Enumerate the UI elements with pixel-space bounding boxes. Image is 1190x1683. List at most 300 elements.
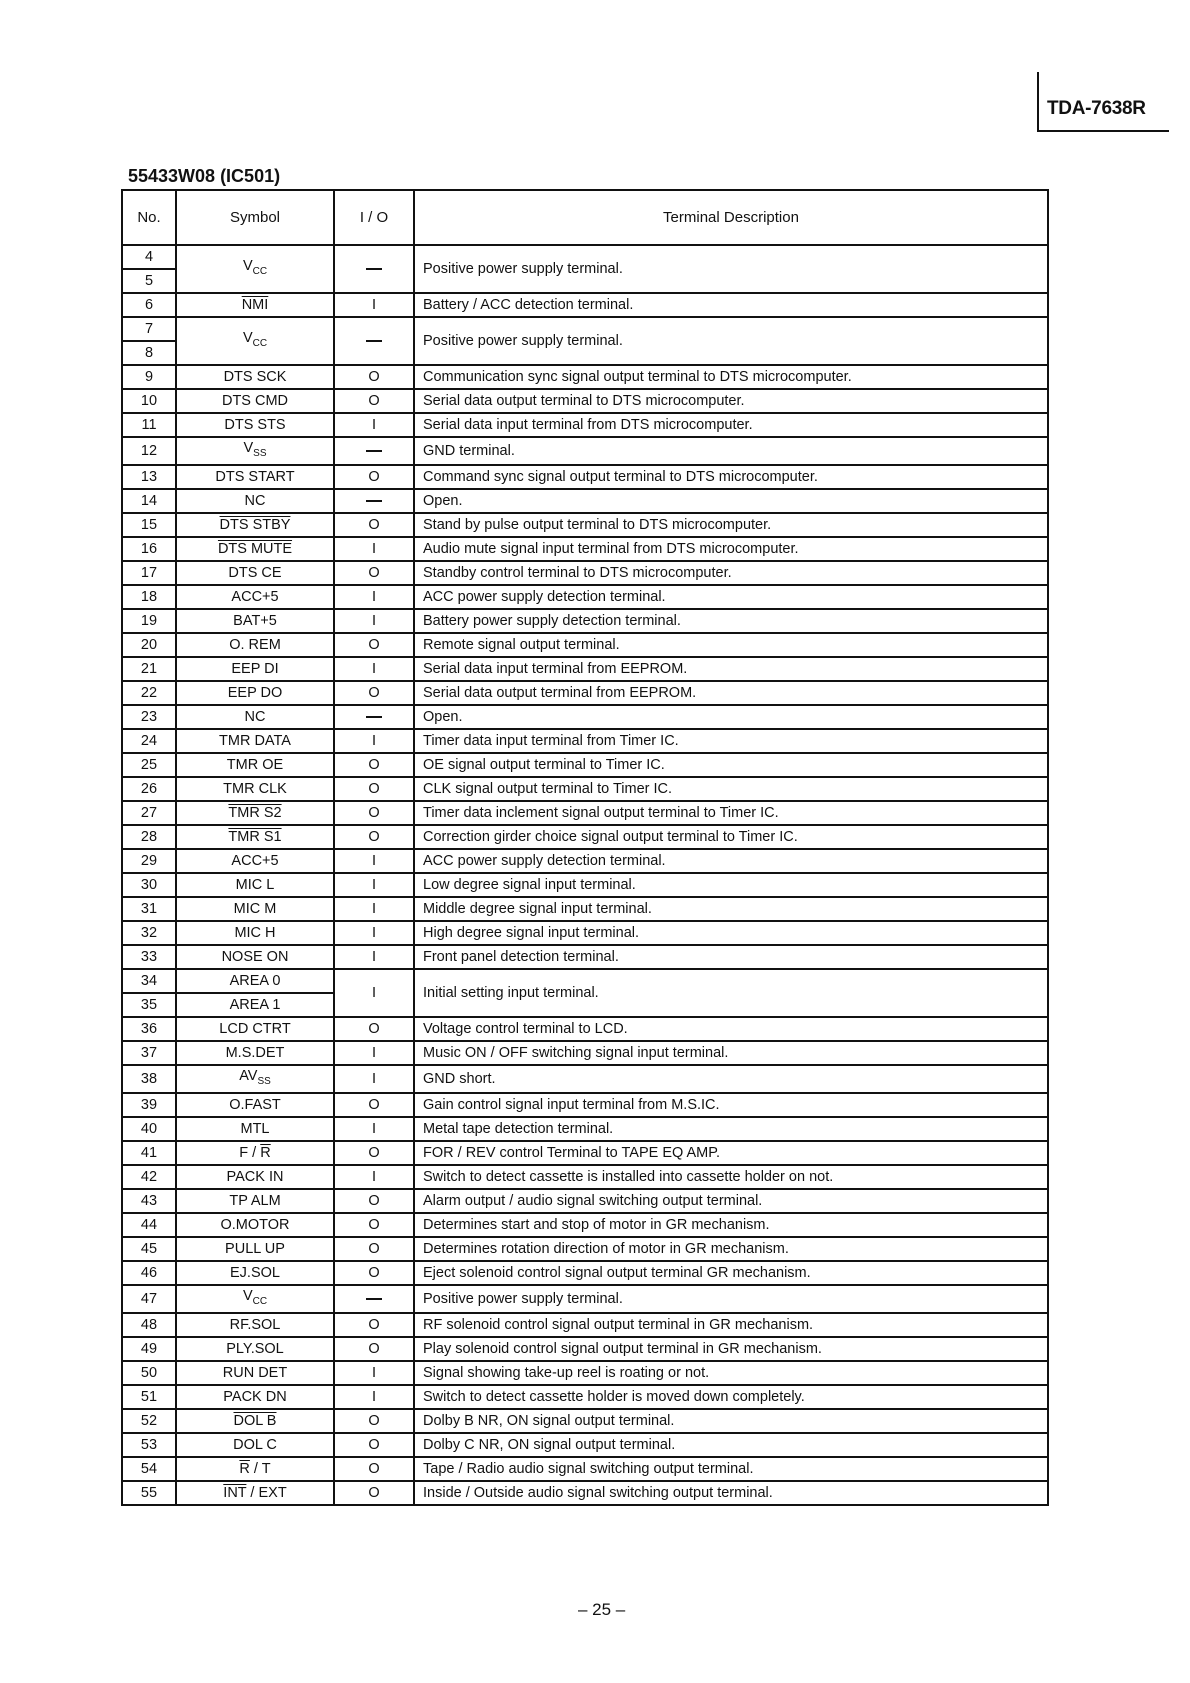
pin-io: I	[334, 537, 414, 561]
pin-symbol	[176, 1481, 334, 1505]
pin-description: Switch to detect cassette holder is moved down completely.	[414, 1385, 1048, 1409]
pin-symbol	[176, 1313, 334, 1337]
pin-symbol	[176, 365, 334, 389]
pin-symbol	[176, 825, 334, 849]
table-row	[122, 633, 1048, 657]
pin-io: I	[334, 1117, 414, 1141]
pin-description: Communication sync signal output terminal to DTS microcomputer.	[414, 365, 1048, 389]
pin-symbol	[176, 465, 334, 489]
pin-symbol	[176, 657, 334, 681]
pin-number: 35	[122, 993, 176, 1017]
pin-number: 6	[122, 293, 176, 317]
pin-io: I	[334, 585, 414, 609]
pin-description: Battery power supply detection terminal.	[414, 609, 1048, 633]
symbol-text: TMR S2	[228, 804, 282, 821]
symbol-text: MIC L	[235, 876, 275, 893]
pin-number: 34	[122, 969, 176, 993]
symbol-text: NC	[244, 492, 266, 509]
pin-number: 46	[122, 1261, 176, 1285]
table-row	[122, 825, 1048, 849]
table-row	[122, 389, 1048, 413]
pin-io: O	[334, 1313, 414, 1337]
pin-table-header	[122, 190, 1048, 245]
pin-symbol	[176, 873, 334, 897]
pin-io: O	[334, 681, 414, 705]
pin-number: 53	[122, 1433, 176, 1457]
pin-description: Serial data input terminal from EEPROM.	[414, 657, 1048, 681]
pin-number: 13	[122, 465, 176, 489]
pin-description: OE signal output terminal to Timer IC.	[414, 753, 1048, 777]
pin-description: FOR / REV control Terminal to TAPE EQ AMP.	[414, 1141, 1048, 1165]
pin-number: 29	[122, 849, 176, 873]
pin-description: Positive power supply terminal.	[414, 317, 1048, 365]
symbol-text: PLY.SOL	[226, 1340, 284, 1357]
table-row	[122, 1409, 1048, 1433]
table-row	[122, 969, 1048, 993]
pin-io: O	[334, 1261, 414, 1285]
pin-io	[334, 317, 414, 365]
pin-io: I	[334, 921, 414, 945]
header-no: No.	[122, 190, 176, 245]
pin-description: ACC power supply detection terminal.	[414, 849, 1048, 873]
page-number: – 25 –	[578, 1600, 626, 1619]
symbol-prefix-part: F /	[239, 1144, 261, 1161]
pin-description: Positive power supply terminal.	[414, 1285, 1048, 1313]
pin-io	[334, 245, 414, 293]
pin-description: Battery / ACC detection terminal.	[414, 293, 1048, 317]
table-row	[122, 801, 1048, 825]
pin-symbol	[176, 945, 334, 969]
symbol-text: MTL	[240, 1120, 270, 1137]
pin-description: Middle degree signal input terminal.	[414, 897, 1048, 921]
io-dash-symbol	[366, 716, 382, 718]
pin-description: CLK signal output terminal to Timer IC.	[414, 777, 1048, 801]
symbol-text: BAT+5	[233, 612, 277, 629]
pin-number: 5	[122, 269, 176, 293]
model-label-box	[1037, 72, 1169, 132]
pin-symbol	[176, 777, 334, 801]
symbol-text: LCD CTRT	[219, 1020, 291, 1037]
table-row	[122, 921, 1048, 945]
pin-io: I	[334, 1361, 414, 1385]
pin-description: Timer data inclement signal output terminal to Timer IC.	[414, 801, 1048, 825]
symbol-text: TMR DATA	[219, 732, 291, 749]
pin-io: O	[334, 1237, 414, 1261]
symbol-text: RF.SOL	[229, 1316, 281, 1333]
pin-number: 52	[122, 1409, 176, 1433]
pin-io: O	[334, 1189, 414, 1213]
io-dash-symbol	[366, 500, 382, 502]
pin-io: I	[334, 609, 414, 633]
pin-symbol	[176, 1017, 334, 1041]
pin-description: Signal showing take-up reel is roating or not.	[414, 1361, 1048, 1385]
pin-description: Front panel detection terminal.	[414, 945, 1048, 969]
table-row	[122, 705, 1048, 729]
pin-io: O	[334, 753, 414, 777]
pin-description: Metal tape detection terminal.	[414, 1117, 1048, 1141]
table-row	[122, 1093, 1048, 1117]
table-row	[122, 1313, 1048, 1337]
pin-description: Alarm output / audio signal switching output terminal.	[414, 1189, 1048, 1213]
pin-number: 23	[122, 705, 176, 729]
pin-io: O	[334, 1017, 414, 1041]
pin-symbol	[176, 389, 334, 413]
symbol-suffix-part: / T	[249, 1460, 271, 1477]
table-row	[122, 413, 1048, 437]
pin-number: 9	[122, 365, 176, 389]
table-row	[122, 849, 1048, 873]
table-row	[122, 1261, 1048, 1285]
pin-description: Correction girder choice signal output terminal to Timer IC.	[414, 825, 1048, 849]
table-row	[122, 1017, 1048, 1041]
pin-description: Open.	[414, 489, 1048, 513]
pin-description: Stand by pulse output terminal to DTS microcomputer.	[414, 513, 1048, 537]
pin-symbol: AREA 1	[176, 993, 334, 1017]
pin-description: Low degree signal input terminal.	[414, 873, 1048, 897]
pin-io: O	[334, 365, 414, 389]
pin-description: Initial setting input terminal.	[414, 969, 1048, 1017]
pin-symbol	[176, 1141, 334, 1165]
pin-number: 42	[122, 1165, 176, 1189]
pin-number: 20	[122, 633, 176, 657]
pin-number: 19	[122, 609, 176, 633]
table-row	[122, 945, 1048, 969]
table-row	[122, 1189, 1048, 1213]
io-dash-symbol	[366, 268, 382, 270]
pin-symbol	[176, 1409, 334, 1433]
pin-io: O	[334, 1481, 414, 1505]
symbol-text: O. REM	[229, 636, 281, 653]
pin-number: 36	[122, 1017, 176, 1041]
pin-symbol	[176, 801, 334, 825]
pin-symbol	[176, 1165, 334, 1189]
symbol-text: PACK DN	[223, 1388, 287, 1405]
pin-symbol	[176, 849, 334, 873]
table-row	[122, 1337, 1048, 1361]
pin-description: RF solenoid control signal output terminal in GR mechanism.	[414, 1313, 1048, 1337]
pin-description: Remote signal output terminal.	[414, 633, 1048, 657]
pin-io: I	[334, 1065, 414, 1093]
pin-symbol	[176, 585, 334, 609]
pin-symbol	[176, 1337, 334, 1361]
table-row	[122, 1237, 1048, 1261]
pin-io	[334, 437, 414, 465]
pin-number: 49	[122, 1337, 176, 1361]
symbol-text: DOL B	[233, 1412, 277, 1429]
table-row	[122, 753, 1048, 777]
pin-number: 32	[122, 921, 176, 945]
table-row	[122, 465, 1048, 489]
pin-symbol	[176, 705, 334, 729]
pin-number: 41	[122, 1141, 176, 1165]
pin-symbol	[176, 561, 334, 585]
symbol-text: NC	[244, 708, 266, 725]
symbol-text: RUN DET	[222, 1364, 288, 1381]
table-row	[122, 1481, 1048, 1505]
table-row	[122, 365, 1048, 389]
pin-description: Tape / Radio audio signal switching output terminal.	[414, 1457, 1048, 1481]
pin-symbol	[176, 753, 334, 777]
pin-number: 44	[122, 1213, 176, 1237]
symbol-text: PACK IN	[226, 1168, 284, 1185]
symbol-text: O.MOTOR	[220, 1216, 290, 1233]
model-label: TDA-7638R	[1047, 98, 1146, 119]
table-row	[122, 729, 1048, 753]
table-row	[122, 1361, 1048, 1385]
pin-io: O	[334, 561, 414, 585]
io-dash-symbol	[366, 1298, 382, 1300]
pin-number: 51	[122, 1385, 176, 1409]
pin-symbol	[176, 245, 334, 293]
pin-description: Determines start and stop of motor in GR mechanism.	[414, 1213, 1048, 1237]
symbol-text: TMR S1	[228, 828, 282, 845]
table-row	[122, 1165, 1048, 1189]
header-description: Terminal Description	[414, 190, 1048, 245]
pin-symbol	[176, 609, 334, 633]
symbol-text: EJ.SOL	[230, 1264, 280, 1281]
pin-symbol	[176, 317, 334, 365]
pin-description: Timer data input terminal from Timer IC.	[414, 729, 1048, 753]
symbol-text: DTS SCK	[223, 369, 287, 385]
pin-io: O	[334, 825, 414, 849]
symbol-text: EEP DO	[227, 684, 283, 701]
pin-io: I	[334, 293, 414, 317]
pin-number: 28	[122, 825, 176, 849]
table-row	[122, 1385, 1048, 1409]
table-row	[122, 1065, 1048, 1093]
symbol-subscript: CC	[252, 337, 268, 349]
symbol-text: DTS STS	[224, 417, 286, 433]
pin-number: 15	[122, 513, 176, 537]
pin-number: 12	[122, 437, 176, 465]
pin-number: 54	[122, 1457, 176, 1481]
pin-io: I	[334, 413, 414, 437]
pin-io: O	[334, 513, 414, 537]
symbol-text: $\overline{NMI}$	[241, 297, 269, 313]
symbol-text: ACC+5	[231, 852, 279, 869]
pin-symbol	[176, 413, 334, 437]
symbol-text: DTS START	[215, 468, 295, 485]
pin-symbol	[176, 513, 334, 537]
symbol-text: TMR CLK	[223, 780, 287, 797]
pin-description: Command sync signal output terminal to DTS microcomputer.	[414, 465, 1048, 489]
symbol-text: DTS STBY	[219, 516, 291, 533]
table-row	[122, 1141, 1048, 1165]
pin-io: I	[334, 1041, 414, 1065]
pin-symbol	[176, 921, 334, 945]
pin-description: Switch to detect cassette is installed into cassette holder on not.	[414, 1165, 1048, 1189]
pin-number: 10	[122, 389, 176, 413]
table-row	[122, 513, 1048, 537]
pin-table-body	[122, 245, 1048, 1505]
pin-number: 16	[122, 537, 176, 561]
pin-number: 50	[122, 1361, 176, 1385]
pin-description: Audio mute signal input terminal from DTS microcomputer.	[414, 537, 1048, 561]
pin-io: O	[334, 1337, 414, 1361]
pin-number: 8	[122, 341, 176, 365]
pin-number: 47	[122, 1285, 176, 1313]
symbol-subscript: CC	[252, 265, 268, 277]
pin-symbol	[176, 897, 334, 921]
pin-io: O	[334, 777, 414, 801]
symbol-text: V	[242, 1287, 253, 1304]
pin-symbol	[176, 1385, 334, 1409]
pin-description: GND terminal.	[414, 437, 1048, 465]
table-row	[122, 657, 1048, 681]
pin-symbol: AREA 0	[176, 969, 334, 993]
pin-description: Dolby C NR, ON signal output terminal.	[414, 1433, 1048, 1457]
symbol-overline-part: $\overline{R}$	[239, 1460, 250, 1477]
symbol-text: NOSE ON	[221, 948, 289, 965]
pin-description: Positive power supply terminal.	[414, 245, 1048, 293]
symbol-text: DOL C	[233, 1436, 277, 1453]
pin-number: 39	[122, 1093, 176, 1117]
pin-description: Gain control signal input terminal from M.S.IC.	[414, 1093, 1048, 1117]
symbol-subscript: SS	[253, 447, 267, 459]
pin-symbol	[176, 633, 334, 657]
pin-symbol	[176, 1093, 334, 1117]
pin-description: Dolby B NR, ON signal output terminal.	[414, 1409, 1048, 1433]
header-io: I / O	[334, 190, 414, 245]
symbol-text: V	[242, 330, 253, 347]
pin-io: I	[334, 1165, 414, 1189]
pin-symbol	[176, 1189, 334, 1213]
pin-number: 21	[122, 657, 176, 681]
pin-symbol	[176, 729, 334, 753]
pin-number: 30	[122, 873, 176, 897]
ic-title: 55433W08 (IC501)	[128, 166, 281, 186]
pin-symbol	[176, 1261, 334, 1285]
pin-symbol	[176, 1117, 334, 1141]
pin-symbol	[176, 489, 334, 513]
pin-number: 7	[122, 317, 176, 341]
pin-symbol	[176, 437, 334, 465]
pin-number: 40	[122, 1117, 176, 1141]
pin-description: Serial data output terminal to DTS microcomputer.	[414, 389, 1048, 413]
pin-io: O	[334, 1457, 414, 1481]
pin-description: Inside / Outside audio signal switching output terminal.	[414, 1481, 1048, 1505]
symbol-subscript: SS	[257, 1075, 271, 1087]
table-row	[122, 681, 1048, 705]
pin-io: I	[334, 873, 414, 897]
pin-description: Standby control terminal to DTS microcomputer.	[414, 561, 1048, 585]
pin-symbol	[176, 1065, 334, 1093]
pin-symbol	[176, 1361, 334, 1385]
table-row	[122, 873, 1048, 897]
pin-number: 43	[122, 1189, 176, 1213]
pin-io: I	[334, 945, 414, 969]
table-row	[122, 561, 1048, 585]
pin-description: Serial data output terminal from EEPROM.	[414, 681, 1048, 705]
pin-description: Voltage control terminal to LCD.	[414, 1017, 1048, 1041]
symbol-text: MIC H	[234, 924, 276, 941]
symbol-text: M.S.DET	[225, 1044, 285, 1061]
pin-description: Serial data input terminal from DTS microcomputer.	[414, 413, 1048, 437]
pin-description: Music ON / OFF switching signal input terminal.	[414, 1041, 1048, 1065]
pin-number: 18	[122, 585, 176, 609]
symbol-overline-part: $\overline{INT}$	[223, 1484, 247, 1501]
table-row	[122, 897, 1048, 921]
table-row	[122, 1433, 1048, 1457]
symbol-text: DTS MUTE	[217, 540, 293, 557]
symbol-text: DTS CE	[228, 564, 282, 581]
pin-io: O	[334, 1409, 414, 1433]
table-row	[122, 245, 1048, 269]
table-row	[122, 585, 1048, 609]
symbol-text: V	[242, 258, 253, 275]
pin-symbol	[176, 1041, 334, 1065]
pin-number: 26	[122, 777, 176, 801]
pin-number: 22	[122, 681, 176, 705]
pin-symbol	[176, 537, 334, 561]
table-row	[122, 293, 1048, 317]
pin-symbol	[176, 1457, 334, 1481]
pin-description: GND short.	[414, 1065, 1048, 1093]
pin-description: Play solenoid control signal output terminal in GR mechanism.	[414, 1337, 1048, 1361]
header-symbol: Symbol	[176, 190, 334, 245]
pin-io: I	[334, 849, 414, 873]
io-dash-symbol	[366, 340, 382, 342]
table-row	[122, 537, 1048, 561]
pin-number: 31	[122, 897, 176, 921]
pin-io: O	[334, 1433, 414, 1457]
table-row	[122, 1285, 1048, 1313]
table-row	[122, 609, 1048, 633]
symbol-text: MIC M	[233, 900, 277, 917]
symbol-text: DTS CMD	[221, 393, 289, 409]
table-row	[122, 317, 1048, 341]
pin-symbol	[176, 1237, 334, 1261]
symbol-overline-part: $\overline{R}$	[260, 1144, 271, 1161]
pin-io: O	[334, 389, 414, 413]
pin-symbol	[176, 1285, 334, 1313]
pin-description: ACC power supply detection terminal.	[414, 585, 1048, 609]
table-row	[122, 437, 1048, 465]
pin-io: O	[334, 633, 414, 657]
table-row	[122, 1117, 1048, 1141]
pin-io: O	[334, 1213, 414, 1237]
pin-io: I	[334, 1385, 414, 1409]
io-dash-symbol	[366, 450, 382, 452]
pin-io: I	[334, 657, 414, 681]
symbol-text: ACC+5	[231, 588, 279, 605]
pin-symbol	[176, 1433, 334, 1457]
pin-number: 55	[122, 1481, 176, 1505]
pin-number: 17	[122, 561, 176, 585]
pin-io	[334, 1285, 414, 1313]
symbol-text: V	[243, 440, 254, 456]
pin-io: I	[334, 969, 414, 1017]
pin-io: I	[334, 897, 414, 921]
symbol-suffix-part: / EXT	[246, 1484, 287, 1501]
symbol-text: EEP DI	[231, 660, 279, 677]
pin-number: 33	[122, 945, 176, 969]
pin-number: 14	[122, 489, 176, 513]
symbol-text: PULL UP	[225, 1240, 285, 1257]
pin-symbol	[176, 1213, 334, 1237]
pin-table	[121, 189, 1049, 1506]
pin-io	[334, 705, 414, 729]
pin-description: Open.	[414, 705, 1048, 729]
table-row	[122, 489, 1048, 513]
table-row	[122, 777, 1048, 801]
pin-number: 38	[122, 1065, 176, 1093]
pin-number: 37	[122, 1041, 176, 1065]
pin-description: Determines rotation direction of motor in GR mechanism.	[414, 1237, 1048, 1261]
symbol-text: AV	[239, 1067, 258, 1084]
pin-io: O	[334, 465, 414, 489]
pin-number: 24	[122, 729, 176, 753]
